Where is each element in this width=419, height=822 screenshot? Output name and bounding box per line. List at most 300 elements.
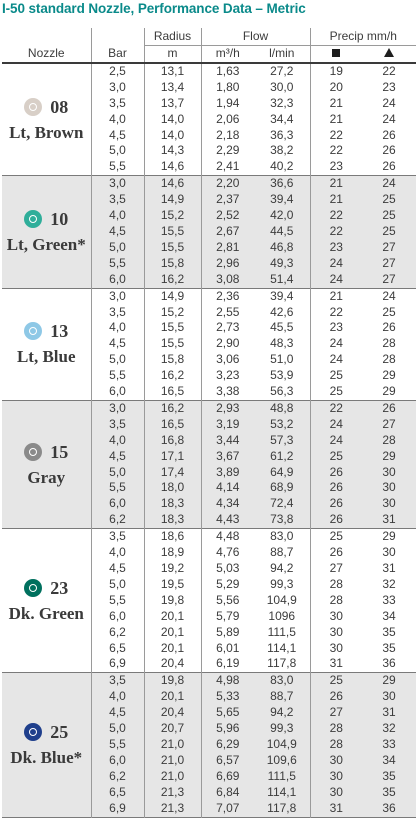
flow-m3h-value: 6,84 — [201, 785, 254, 801]
radius-value: 16,2 — [144, 368, 201, 384]
flow-lmin-value: 111,5 — [267, 624, 296, 639]
flow-m3h-value: 2,06 — [201, 112, 254, 128]
radius-value: 20,4 — [144, 656, 201, 672]
bar-value: 4,0 — [91, 689, 144, 705]
flow-lmin-value: 68,9 — [254, 480, 310, 496]
header-m3h: m³/h — [201, 46, 254, 63]
precip-square-value: 25 — [310, 673, 362, 689]
nozzle-cell — [2, 63, 91, 176]
flow-m3h-value: 6,01 — [201, 641, 254, 657]
flow-m3h-value: 3,89 — [201, 465, 254, 481]
nozzle-cell — [2, 400, 91, 528]
precip-triangle-value: 35 — [382, 624, 396, 639]
nozzle-cell — [2, 529, 91, 673]
precip-triangle-value: 34 — [382, 608, 396, 623]
nozzle-number: 08 — [50, 96, 69, 117]
flow-lmin-value: 36,6 — [254, 176, 310, 192]
flow-lmin-value: 104,9 — [266, 592, 297, 607]
radius-value: 15,8 — [144, 256, 201, 272]
nozzle-color-circle-icon — [24, 322, 42, 340]
precip-square-value: 24 — [310, 433, 362, 449]
precip-square-value: 22 — [310, 208, 362, 224]
nozzle-name: Dk. Blue* — [10, 747, 83, 767]
precip-triangle-value: 31 — [362, 512, 416, 528]
flow-lmin-value: 99,3 — [254, 721, 310, 737]
flow-lmin-value: 53,9 — [270, 368, 294, 383]
precip-square-value: 22 — [310, 128, 362, 144]
nozzle-name: Lt, Green* — [6, 234, 86, 254]
bar-value: 3,5 — [91, 192, 144, 208]
header-blank — [2, 28, 91, 46]
flow-m3h-value: 1,94 — [201, 96, 254, 112]
precip-triangle-value: 26 — [382, 127, 396, 142]
flow-lmin-value: 104,9 — [254, 737, 310, 753]
precip-square-value: 26 — [310, 480, 362, 496]
flow-lmin-value: 88,7 — [270, 545, 294, 560]
precip-square-value: 31 — [310, 656, 362, 672]
flow-lmin-value: 117,8 — [254, 801, 310, 817]
bar-value: 4,0 — [91, 208, 144, 224]
flow-m3h-value: 1,80 — [201, 80, 254, 96]
flow-lmin-value: 51,4 — [254, 272, 310, 288]
radius-value: 20,1 — [144, 625, 201, 641]
flow-m3h-value: 1,63 — [201, 63, 254, 80]
radius-value: 20,7 — [144, 721, 201, 737]
flow-m3h-value: 5,65 — [201, 705, 254, 721]
radius-value: 15,5 — [144, 336, 201, 352]
radius-value: 14,6 — [144, 176, 201, 192]
header-lmin: l/min — [254, 46, 310, 63]
flow-m3h-value: 3,06 — [201, 352, 254, 368]
radius-value: 19,8 — [144, 593, 201, 609]
radius-value: 17,1 — [144, 449, 201, 465]
radius-value: 13,7 — [144, 96, 201, 112]
radius-value: 15,2 — [144, 305, 201, 321]
precip-triangle-value: 30 — [362, 480, 416, 496]
nozzle-label — [2, 321, 91, 367]
nozzle-name: Gray — [27, 467, 66, 487]
flow-m3h-value: 3,19 — [201, 417, 254, 433]
radius-value: 16,5 — [144, 417, 201, 433]
precip-square-value: 22 — [310, 305, 362, 321]
radius-value: 14,0 — [144, 128, 201, 144]
nozzle-ring-icon — [29, 103, 37, 111]
flow-m3h-value: 2,67 — [201, 224, 254, 240]
bar-value: 6,5 — [91, 785, 144, 801]
bar-value: 3,0 — [91, 400, 144, 416]
radius-value: 15,5 — [144, 320, 201, 336]
precip-square-value: 26 — [310, 689, 362, 705]
precip-triangle-value: 36 — [362, 801, 416, 817]
precip-square-value: 21 — [310, 288, 362, 304]
flow-lmin-value: 48,3 — [270, 336, 294, 351]
flow-lmin-value: 56,3 — [270, 384, 294, 399]
flow-m3h-value: 3,67 — [201, 449, 254, 465]
nozzle-cell — [2, 673, 91, 817]
radius-value: 20,1 — [144, 609, 201, 625]
radius-value: 16,5 — [144, 384, 201, 400]
bar-value: 5,0 — [91, 240, 144, 256]
flow-lmin-value: 109,6 — [254, 753, 310, 769]
radius-value: 20,4 — [144, 705, 201, 721]
nozzle-label — [2, 578, 91, 624]
bar-value: 2,5 — [91, 63, 144, 80]
header-m: m — [144, 46, 201, 63]
nozzle-name: Lt, Blue — [16, 347, 76, 367]
precip-square-value: 24 — [310, 417, 362, 433]
bar-value: 5,5 — [91, 593, 144, 609]
flow-m3h-value: 6,29 — [201, 737, 254, 753]
bar-value: 3,0 — [91, 176, 144, 192]
flow-m3h-value: 4,34 — [201, 496, 254, 512]
flow-m3h-value: 5,89 — [201, 625, 254, 641]
table-row — [2, 288, 416, 304]
radius-value: 16,2 — [144, 272, 201, 288]
square-spacing-icon — [332, 49, 340, 57]
flow-m3h-value: 6,19 — [201, 656, 254, 672]
header-nozzle: Nozzle — [2, 46, 91, 63]
nozzle-label — [2, 442, 91, 488]
nozzle-number: 15 — [50, 441, 69, 462]
precip-square-value: 24 — [310, 336, 362, 352]
flow-m3h-value: 7,07 — [201, 801, 254, 817]
bar-value: 5,0 — [91, 465, 144, 481]
precip-square-value: 23 — [310, 159, 362, 175]
bar-value: 4,5 — [91, 705, 144, 721]
nozzle-id-line — [24, 97, 68, 117]
flow-lmin-value: 45,5 — [270, 320, 294, 335]
nozzle-color-circle-icon — [24, 98, 42, 116]
precip-triangle-value: 29 — [382, 368, 396, 383]
precip-square-value: 21 — [310, 96, 362, 112]
precip-square-value: 21 — [310, 112, 362, 128]
radius-value: 16,2 — [144, 400, 201, 416]
nozzle-ring-icon — [29, 448, 37, 456]
precip-triangle-value: 27 — [362, 272, 416, 288]
bar-value: 4,0 — [91, 545, 144, 561]
radius-value: 19,2 — [144, 561, 201, 577]
header-square — [310, 46, 362, 63]
flow-m3h-value: 2,52 — [201, 208, 254, 224]
precip-triangle-value: 32 — [382, 576, 396, 591]
nozzle-cell — [2, 288, 91, 400]
flow-lmin-value: 64,9 — [254, 465, 310, 481]
radius-value: 14,9 — [144, 192, 201, 208]
precip-square-value: 30 — [310, 769, 362, 785]
bar-value: 4,0 — [91, 112, 144, 128]
precip-triangle-value: 30 — [382, 545, 396, 560]
precip-triangle-value: 27 — [362, 417, 416, 433]
bar-value: 6,9 — [91, 656, 144, 672]
nozzle-color-circle-icon — [24, 443, 42, 461]
precip-triangle-value: 30 — [362, 465, 416, 481]
bar-value: 6,0 — [91, 384, 144, 400]
precip-triangle-value: 24 — [362, 176, 416, 192]
precip-triangle-value: 25 — [362, 208, 416, 224]
nozzle-color-circle-icon — [24, 210, 42, 228]
bar-value: 5,5 — [91, 256, 144, 272]
precip-triangle-value: 23 — [382, 79, 396, 94]
precip-square-value: 24 — [310, 256, 362, 272]
precip-triangle-value: 29 — [362, 673, 416, 689]
bar-value: 3,0 — [91, 288, 144, 304]
radius-value: 18,0 — [144, 480, 201, 496]
flow-m3h-value: 5,79 — [201, 609, 254, 625]
flow-lmin-value: 94,2 — [254, 705, 310, 721]
precip-triangle-value: 28 — [382, 336, 396, 351]
nozzle-number: 13 — [50, 321, 69, 342]
nozzle-number: 23 — [50, 577, 69, 598]
precip-triangle-value: 29 — [362, 449, 416, 465]
flow-m3h-value: 3,23 — [201, 368, 254, 384]
precip-square-value: 30 — [310, 641, 362, 657]
flow-m3h-value: 6,57 — [201, 753, 254, 769]
bar-value: 5,5 — [91, 368, 144, 384]
nozzle-label — [2, 97, 91, 143]
nozzle-name: Lt, Brown — [9, 122, 84, 142]
radius-value: 14,9 — [144, 288, 201, 304]
precip-square-value: 28 — [310, 721, 362, 737]
radius-value: 18,3 — [144, 496, 201, 512]
precip-triangle-value: 26 — [382, 320, 396, 335]
radius-value: 17,4 — [144, 465, 201, 481]
triangle-spacing-icon — [384, 48, 394, 57]
precip-triangle-value: 26 — [362, 400, 416, 416]
flow-lmin-value: 53,2 — [254, 417, 310, 433]
table-row — [2, 529, 416, 545]
precip-square-value: 26 — [310, 465, 362, 481]
precip-square-value: 30 — [310, 609, 362, 625]
flow-lmin-value: 40,2 — [270, 159, 294, 174]
bar-value: 3,5 — [91, 673, 144, 689]
nozzle-color-circle-icon — [24, 723, 42, 741]
flow-m3h-value: 2,93 — [201, 400, 254, 416]
precip-triangle-value: 30 — [362, 496, 416, 512]
bar-value: 3,0 — [91, 80, 144, 96]
precip-square-value: 27 — [310, 705, 362, 721]
flow-m3h-value: 5,56 — [201, 593, 254, 609]
bar-value: 3,5 — [91, 96, 144, 112]
bar-value: 6,2 — [91, 512, 144, 528]
precip-square-value: 27 — [310, 561, 362, 577]
nozzle-ring-icon — [29, 327, 37, 335]
flow-m3h-value: 4,14 — [201, 480, 254, 496]
bar-value: 3,5 — [91, 417, 144, 433]
flow-m3h-value: 2,96 — [201, 256, 254, 272]
precip-square-value: 28 — [310, 593, 362, 609]
precip-square-value: 30 — [310, 785, 362, 801]
nozzle-group — [2, 176, 416, 288]
precip-triangle-value: 34 — [362, 753, 416, 769]
radius-value: 14,6 — [144, 159, 201, 175]
flow-m3h-value: 2,29 — [201, 143, 254, 159]
precip-triangle-value: 24 — [382, 111, 396, 126]
bar-value: 4,5 — [91, 128, 144, 144]
flow-lmin-value: 73,8 — [254, 512, 310, 528]
nozzle-ring-icon — [29, 584, 37, 592]
bar-value: 6,5 — [91, 641, 144, 657]
precip-square-value: 26 — [310, 545, 362, 561]
radius-value: 18,6 — [144, 529, 201, 545]
radius-value: 15,2 — [144, 208, 201, 224]
precip-triangle-value: 36 — [382, 656, 396, 671]
bar-value: 5,0 — [91, 352, 144, 368]
flow-m3h-value: 2,41 — [201, 159, 254, 175]
precip-triangle-value: 22 — [382, 63, 396, 78]
flow-m3h-value: 4,43 — [201, 512, 254, 528]
radius-value: 15,8 — [144, 352, 201, 368]
flow-lmin-value: 44,5 — [254, 224, 310, 240]
bar-value: 6,0 — [91, 496, 144, 512]
nozzle-label — [2, 722, 91, 768]
flow-lmin-value: 99,3 — [270, 576, 294, 591]
performance-table — [2, 28, 416, 818]
precip-square-value: 25 — [310, 449, 362, 465]
flow-m3h-value: 2,20 — [201, 176, 254, 192]
bar-value: 5,5 — [91, 159, 144, 175]
radius-value: 21,0 — [144, 737, 201, 753]
flow-lmin-value: 114,1 — [267, 640, 297, 655]
precip-square-value: 20 — [310, 80, 362, 96]
precip-triangle-value: 26 — [382, 143, 396, 158]
radius-value: 21,0 — [144, 769, 201, 785]
precip-square-value: 31 — [310, 801, 362, 817]
flow-m3h-value: 4,48 — [201, 529, 254, 545]
bar-value: 3,5 — [91, 529, 144, 545]
nozzle-group — [2, 400, 416, 528]
flow-m3h-value: 5,03 — [201, 561, 254, 577]
precip-square-value: 25 — [310, 384, 362, 400]
radius-value: 21,3 — [144, 785, 201, 801]
precip-triangle-value: 25 — [382, 304, 396, 319]
header-bar: Bar — [91, 46, 144, 63]
radius-value: 19,5 — [144, 577, 201, 593]
precip-triangle-value: 28 — [382, 352, 396, 367]
precip-square-value: 28 — [310, 737, 362, 753]
precip-square-value: 26 — [310, 496, 362, 512]
flow-lmin-value: 34,4 — [270, 111, 294, 126]
precip-square-value: 30 — [310, 753, 362, 769]
flow-m3h-value: 2,37 — [201, 192, 254, 208]
flow-lmin-value: 94,2 — [270, 561, 294, 575]
nozzle-ring-icon — [29, 728, 37, 736]
precip-triangle-value: 33 — [362, 737, 416, 753]
precip-triangle-value: 32 — [362, 721, 416, 737]
header-triangle — [362, 46, 416, 63]
flow-lmin-value: 49,3 — [254, 256, 310, 272]
bar-value: 4,0 — [91, 433, 144, 449]
bar-value: 4,5 — [91, 561, 144, 577]
flow-lmin-value: 61,2 — [254, 449, 310, 465]
flow-lmin-value: 39,4 — [254, 192, 310, 208]
precip-square-value: 19 — [310, 63, 362, 80]
precip-triangle-value: 31 — [362, 705, 416, 721]
precip-square-value: 22 — [310, 224, 362, 240]
precip-triangle-value: 24 — [382, 95, 396, 110]
radius-value: 19,8 — [144, 673, 201, 689]
radius-value: 21,0 — [144, 753, 201, 769]
precip-square-value: 25 — [310, 368, 362, 384]
flow-m3h-value: 5,29 — [201, 577, 254, 593]
precip-square-value: 28 — [310, 577, 362, 593]
nozzle-group — [2, 673, 416, 817]
bar-value: 6,0 — [91, 753, 144, 769]
flow-m3h-value: 2,81 — [201, 240, 254, 256]
page-title: I-50 standard Nozzle, Performance Data – Metric — [2, 1, 306, 16]
precip-square-value: 23 — [310, 320, 362, 336]
nozzle-id-line — [24, 442, 68, 462]
precip-triangle-value: 31 — [382, 561, 396, 575]
precip-square-value: 25 — [310, 529, 362, 545]
bar-value: 6,0 — [91, 272, 144, 288]
table-row — [2, 673, 416, 689]
precip-triangle-value: 35 — [362, 785, 416, 801]
radius-value: 15,5 — [144, 240, 201, 256]
flow-lmin-value: 46,8 — [254, 240, 310, 256]
nozzle-ring-icon — [29, 215, 37, 223]
flow-lmin-value: 72,4 — [254, 496, 310, 512]
precip-triangle-value: 30 — [362, 689, 416, 705]
flow-m3h-value: 3,38 — [201, 384, 254, 400]
flow-m3h-value: 4,98 — [201, 673, 254, 689]
precip-square-value: 21 — [310, 192, 362, 208]
flow-m3h-value: 6,69 — [201, 769, 254, 785]
precip-triangle-value: 27 — [362, 240, 416, 256]
precip-square-value: 21 — [310, 176, 362, 192]
flow-lmin-value: 88,7 — [254, 689, 310, 705]
precip-square-value: 24 — [310, 272, 362, 288]
bar-value: 6,2 — [91, 769, 144, 785]
table-row — [2, 176, 416, 192]
nozzle-id-line — [24, 578, 68, 598]
nozzle-color-circle-icon — [24, 579, 42, 597]
bar-value: 3,5 — [91, 305, 144, 321]
flow-m3h-value: 2,73 — [201, 320, 254, 336]
precip-triangle-value: 26 — [382, 159, 396, 174]
precip-triangle-value: 27 — [362, 256, 416, 272]
nozzle-id-line — [24, 722, 68, 742]
flow-lmin-value: 83,0 — [254, 673, 310, 689]
radius-value: 20,1 — [144, 641, 201, 657]
precip-square-value: 30 — [310, 625, 362, 641]
precip-triangle-value: 29 — [382, 384, 396, 399]
header-radius: Radius — [144, 28, 201, 46]
nozzle-group — [2, 288, 416, 400]
table-row — [2, 63, 416, 80]
bar-value: 5,5 — [91, 480, 144, 496]
radius-value: 20,1 — [144, 689, 201, 705]
flow-lmin-value: 57,3 — [254, 433, 310, 449]
flow-m3h-value: 2,18 — [201, 128, 254, 144]
flow-lmin-value: 117,8 — [267, 656, 297, 671]
bar-value: 5,0 — [91, 721, 144, 737]
precip-triangle-value: 35 — [362, 769, 416, 785]
precip-square-value: 26 — [310, 512, 362, 528]
nozzle-number: 25 — [50, 721, 69, 742]
flow-lmin-value: 39,4 — [270, 288, 294, 303]
flow-lmin-value: 1096 — [268, 608, 296, 623]
radius-value: 15,5 — [144, 224, 201, 240]
bar-value: 4,5 — [91, 224, 144, 240]
bar-value: 4,5 — [91, 336, 144, 352]
header-flow: Flow — [201, 28, 310, 46]
precip-square-value: 23 — [310, 240, 362, 256]
precip-triangle-value: 25 — [362, 192, 416, 208]
radius-value: 18,3 — [144, 512, 201, 528]
precip-square-value: 22 — [310, 400, 362, 416]
flow-lmin-value: 83,0 — [270, 529, 294, 544]
flow-lmin-value: 32,3 — [270, 95, 294, 110]
